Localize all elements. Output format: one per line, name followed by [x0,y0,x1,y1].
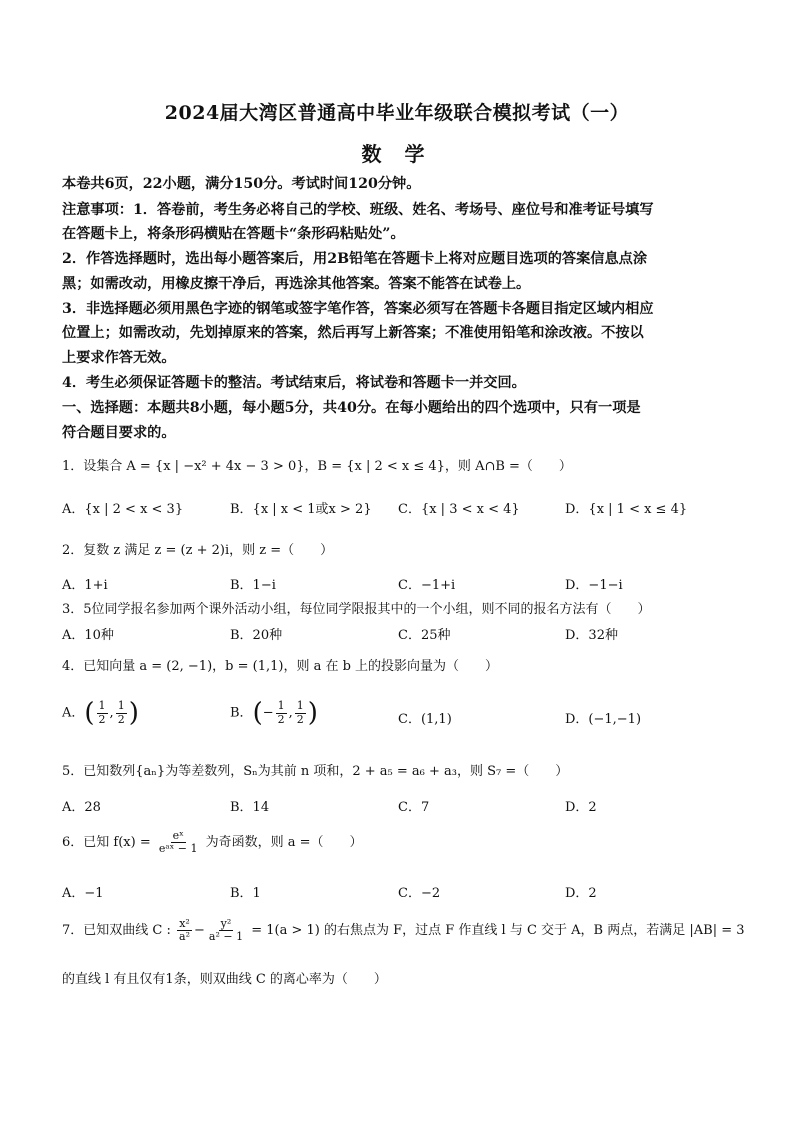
question-2-option-a: A．1+i [62,578,108,593]
fraction [97,700,108,725]
numerator: eˣ [172,829,184,842]
question-5-option-c: C．7 [398,800,430,815]
fraction [116,700,127,725]
question-3-option-a: A．10种 [62,628,114,643]
option-b-label: B． [230,705,253,721]
question-2-option-c: C．−1+i [398,578,456,593]
question-1-option-b: B．{x | x < 1或x > 2} [230,502,372,517]
question-2-option-d: D．−1−i [565,578,623,593]
question-5-option-b: B．14 [230,800,270,815]
question-7-stem-line-2: 的直线 l 有且仅有1条，则双曲线 C 的离心率为（ ） [62,972,387,987]
denominator: 2 [117,712,125,726]
question-3-stem: 3．5位同学报名参加两个课外活动小组，每位同学限报其中的一个小组，则不同的报名方法有（ ） [62,602,651,617]
question-2-option-b: B．1−i [230,578,276,593]
intro-line-5: 黑；如需改动，用橡皮擦干净后，再选涂其他答案。答案不能答在试卷上。 [62,276,531,292]
question-4-option-d: D．(−1,−1) [565,712,642,727]
question-1-option-c: C．{x | 3 < x < 4} [398,502,520,517]
option-a-label: A． [62,705,85,721]
question-6-option-a: A．−1 [62,886,104,901]
question-6-stem [62,830,742,855]
subject-title: 数 学 [361,142,433,166]
stem-suffix: 为奇函数，则 a =（ ） [205,835,363,851]
question-1-option-a: A．{x | 2 < x < 3} [62,502,184,517]
question-3-option-b: B．20种 [230,628,283,643]
denominator: 2 [98,712,106,726]
stem-prefix: 7．已知双曲线 C : [62,923,171,939]
question-7-stem [62,917,745,944]
section-heading-line-2: 符合题目要求的。 [62,425,176,441]
fraction [207,918,245,943]
fraction [295,700,306,725]
question-4-option-c: C．(1,1) [398,712,452,727]
question-2-stem: 2．复数 z 满足 z = (z + 2)i，则 z =（ ） [62,543,334,558]
question-5-option-a: A．28 [62,800,101,815]
question-3-option-d: D．32种 [565,628,618,643]
question-3-option-c: C．25种 [398,628,451,643]
question-4-stem: 4．已知向量 a = (2, −1)，b = (1,1)，则 a 在 b 上的投影向量为（ ） [62,659,499,674]
question-4-option-a: A．( $\frac{1}{2}$ , $\frac{1}{2}$ ) [62,698,139,728]
intro-line-9: 4．考生必须保证答题卡的整洁。考试结束后，将试卷和答题卡一并交回。 [62,375,526,391]
question-6-option-c: C．−2 [398,886,441,901]
stem-suffix: = 1(a > 1) 的右焦点为 F，过点 F 作直线 l 与 C 交于 A，B 两点，若满足 |AB| = 3 [251,923,745,939]
stem-prefix: 6．已知 f(x) = [62,835,151,851]
numerator: x² [179,917,190,930]
intro-line-2: 注意事项：1．答卷前，考生务必将自己的学校、班级、姓名、考场号、座位号和准考证号填写 [62,202,654,218]
question-1-stem: 1．设集合 A = {x | −x² + 4x − 3 > 0}，B = {x | 2 < x ≤ 4}，则 A∩B =（ ） [62,459,572,474]
minus-sign: − [193,923,205,939]
section-heading-line-1: 一、选择题：本题共8小题，每小题5分，共40分。在每小题给出的四个选项中，只有一项是 [62,400,641,416]
numerator: 1 [117,699,125,713]
fraction [276,700,287,725]
question-4-option-b: B．(− $\frac{1}{2}$ , $\frac{1}{2}$ ) [230,698,318,728]
numerator: 1 [98,699,106,713]
denominator: a² − 1 [208,930,244,944]
denominator: 2 [296,712,304,726]
question-5-option-d: D．2 [565,800,597,815]
question-6-option-d: D．2 [565,886,597,901]
numerator: 1 [277,699,285,713]
exam-title: 2024届大湾区普通高中毕业年级联合模拟考试（一） [164,102,630,124]
question-6-option-b: B．1 [230,886,261,901]
fraction [157,830,200,855]
denominator: a² [179,930,190,944]
denominator: 2 [277,712,285,726]
intro-line-7: 位置上；如需改动，先划掉原来的答案，然后再写上新答案；不准使用铅笔和涂改液。不按以 [62,325,644,341]
question-1-option-d: D．{x | 1 < x ≤ 4} [565,502,688,517]
numerator: y² [220,917,232,930]
intro-line-8: 上要求作答无效。 [62,350,176,366]
intro-line-3: 在答题卡上，将条形码横贴在答题卡“条形码粘贴处”。 [62,226,405,242]
fraction [177,918,192,943]
denominator: eᵃˣ − 1 [158,842,198,856]
intro-line-4: 2．作答选择题时，选出每小题答案后，用2B铅笔在答题卡上将对应题目选项的答案信息点涂 [62,251,648,267]
question-5-stem: 5．已知数列{aₙ}为等差数列，Sₙ为其前 n 项和，2 + a₅ = a₆ + a₃，则 S₇ =（ ） [62,764,569,779]
numerator: 1 [296,699,304,713]
intro-line-1: 本卷共6页，22小题，满分150分。考试时间120分钟。 [62,176,421,192]
intro-line-6: 3．非选择题必须用黑色字迹的钢笔或签字笔作答，答案必须写在答题卡各题目指定区域内相应 [62,301,654,317]
